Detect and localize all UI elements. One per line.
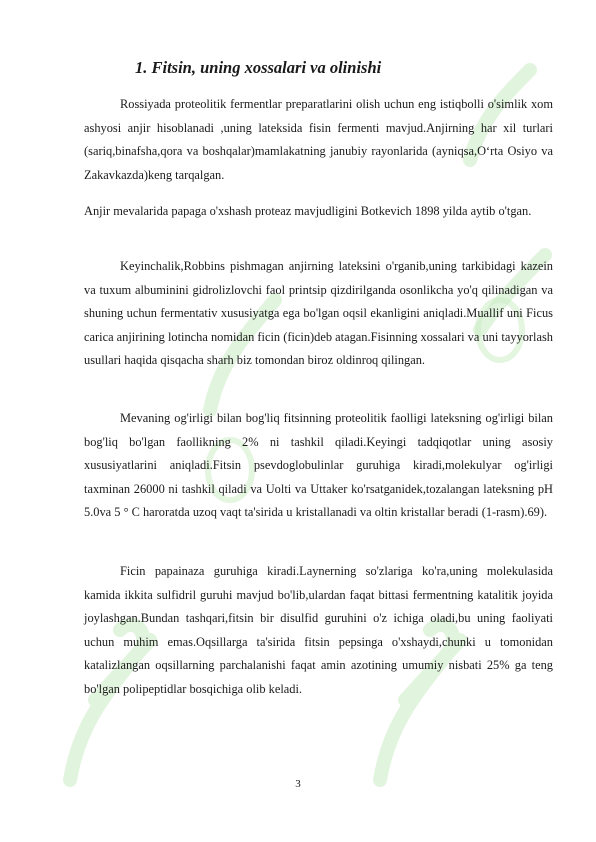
page-number: 3 — [295, 778, 301, 790]
paragraph-3: Keyinchalik,Robbins pishmagan anjirning lateksini o'rganib,uning tarkibidagi kazein va tuxum albuminini gidrolizlovchi faol printsip qizdirilganda osonlikcha yo'q qilinadigan va shuning uchun fermentativ xususiyatga ega bo'lgan oqsil ekanligini aniqladi.Muallif uni Ficus carica anjirining lotincha nomidan ficin (ficin)deb atagan.Fisinning xossalari va uni tayyorlash usullari haqida qisqacha sharh biz tomondan biroz oldinroq qilingan. — [84, 259, 553, 368]
document-title: 1. Fitsin, uning xossalari va olinishi — [135, 58, 382, 77]
paragraph-5: Ficin papainaza guruhiga kiradi.Laynerning so'zlariga ko'ra,uning molekulasida kamida ikkita sulfidril guruhi mavjud bo'lib,ulardan faqat bittasi fermentning katalitik joyida joylashgan.Bundan tashqari,fitsin bir disulfid guruhini o'z ichiga oladi,bu uning faoliyati uchun muhim emas.Oqsillarga ta'sirida fitsin pepsinga o'xshaydi,chunki u tomonidan katalizlangan oqsillarning parchalanishi faqat amin azotining umumiy nisbati 25% ga teng bo'lgan polipeptidlar bosqichiga olib keladi. — [84, 564, 553, 696]
paragraph-1: Rossiyada proteolitik fermentlar preparatlarini olish uchun eng istiqbolli o'simlik xom ashyosi anjir hisoblanadi ,uning lateksida fisin fermenti mavjud.Anjirning har xil turlari (sariq,binafsha,qora va boshqalar)mamlakatning janubiy rayonlarida (ayniqsa,O‘rta Osiyo va Zakavkazda)keng tarqalgan. — [84, 97, 553, 182]
paragraph-2: Anjir mevalarida papaga o'xshash proteaz mavjudligini Botkevich 1898 yilda aytib o'tgan. — [84, 204, 532, 218]
paragraph-4: Mevaning og'irligi bilan bog'liq fitsinning proteolitik faolligi lateksning og'irligi bilan bog'liq bo'lgan faollikning 2% ni tashkil qiladi.Keyingi tadqiqotlar uning asosiy xususiyatlarini aniqladi.Fitsin psevdoglobulinlar guruhiga kiradi,molekulyar og'irligi taxminan 26000 ni tashkil qiladi va Uolti va Uttaker ko'rsatganidek,tozalangan lateksning pH 5.0va 5 ° C haroratda uzoq vaqt ta'sirida u kristallanadi va oltin kristallar beradi (1-rasm).69). — [84, 411, 553, 520]
